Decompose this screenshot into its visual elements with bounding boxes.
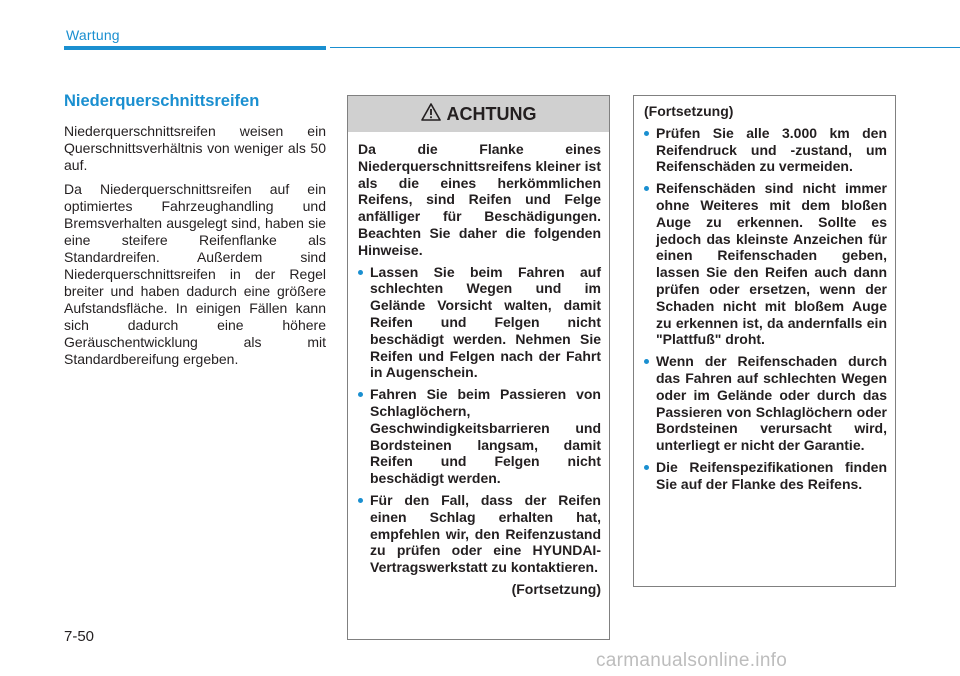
continuation-list bbox=[644, 125, 887, 493]
continuation-body bbox=[634, 96, 895, 493]
watermark: carmanualsonline.info bbox=[596, 650, 788, 671]
bullet-dot-icon bbox=[644, 465, 649, 470]
list-item bbox=[358, 492, 601, 576]
continued-note: (Fortsetzung) bbox=[511, 580, 601, 597]
list-item bbox=[644, 125, 887, 175]
warning-triangle-icon bbox=[421, 103, 441, 126]
list-item bbox=[358, 264, 601, 382]
bullet-dot-icon bbox=[358, 270, 363, 275]
bullet-dot-icon bbox=[644, 186, 649, 191]
list-item-text: Die Reifenspezifikationen finden Sie auf der Flanke des Reifens. bbox=[656, 458, 887, 492]
header-rule-thick bbox=[64, 46, 326, 50]
page-number: 7-50 bbox=[64, 628, 95, 645]
caution-intro: Da die Flanke eines Niederquerschnittsreifens kleiner ist als die eines herkömmlichen Reifens, sind Reifen und Felge anfälliger für Beschädigungen. Beachten Sie daher die folgenden Hinweise. bbox=[358, 141, 601, 258]
caution-box bbox=[347, 95, 610, 640]
caution-title: ACHTUNG bbox=[446, 103, 537, 124]
bullet-dot-icon bbox=[358, 392, 363, 397]
bullet-dot-icon bbox=[358, 498, 363, 503]
list-item-text: Reifenschäden sind nicht immer ohne Weiteres mit dem bloßen Auge zu erkennen. Sollte es jedoch das kleinste Anzeichen für einen Reifenschaden geben, lassen Sie den Reifen auch dann prüfen oder ersetzen, wenn der Schaden nicht mit bloßem Auge zu erkennen ist, da andernfalls ein "Plattfuß" droht. bbox=[656, 180, 887, 348]
bullet-dot-icon bbox=[644, 359, 649, 364]
list-item-text: Wenn der Reifenschaden durch das Fahren auf schlechten Wegen oder im Gelände oder durch das Passieren von Schlaglöchern oder Bordsteinen verursacht wird, unterliegt er nicht der Garantie. bbox=[656, 353, 887, 454]
continuation-box bbox=[633, 95, 896, 587]
section-title: Wartung bbox=[66, 27, 120, 43]
list-item-text: Für den Fall, dass der Reifen einen Schlag erhalten hat, empfehlen wir, den Reifenzustand zu prüfen oder eine HYUNDAI-Vertragswerkstatt zu kontaktieren. bbox=[370, 491, 601, 576]
paragraph: Da Niederquerschnittsreifen auf ein optimiertes Fahrzeughandling und Bremsverhalten ausgelegt sind, haben sie eine steifere Reifenflanke als Standardreifen. Außerdem sind Niederquerschnittsreifen in der Regel breiter und haben dadurch eine größere Aufstandsfläche. In einigen Fällen kann sich dadurch eine höhere Geräuschentwicklung als mit Standardbereifung ergeben. bbox=[64, 181, 326, 367]
list-item bbox=[644, 353, 887, 454]
paragraph: Niederquerschnittsreifen weisen ein Querschnittsverhältnis von weniger als 50 auf. bbox=[64, 123, 326, 173]
list-item bbox=[644, 459, 887, 493]
left-column bbox=[64, 92, 326, 375]
caution-header bbox=[348, 96, 609, 132]
caution-list bbox=[358, 264, 601, 576]
list-item bbox=[358, 386, 601, 487]
page-heading: Niederquerschnittsreifen bbox=[64, 92, 260, 110]
list-item bbox=[644, 180, 887, 348]
continued-note: (Fortsetzung) bbox=[644, 103, 734, 119]
bullet-dot-icon bbox=[644, 131, 649, 136]
list-item-text: Lassen Sie beim Fahren auf schlechten Wegen und im Gelände Vorsicht walten, damit Reifen und Felgen nicht beschädigt werden. Nehmen Sie Reifen und Felgen nach der Fahrt in Augenschein. bbox=[370, 263, 601, 381]
list-item-text: Fahren Sie beim Passieren von Schlaglöchern, Geschwindigkeitsbarrieren und Bordsteinen langsam, damit Reifen und Felgen nicht beschädigt werden. bbox=[370, 386, 601, 487]
list-item-text: Prüfen Sie alle 3.000 km den Reifendruck und -zustand, um Reifenschäden zu vermeiden. bbox=[656, 124, 887, 175]
caution-body bbox=[348, 132, 609, 598]
header-rule-thin bbox=[330, 47, 960, 48]
